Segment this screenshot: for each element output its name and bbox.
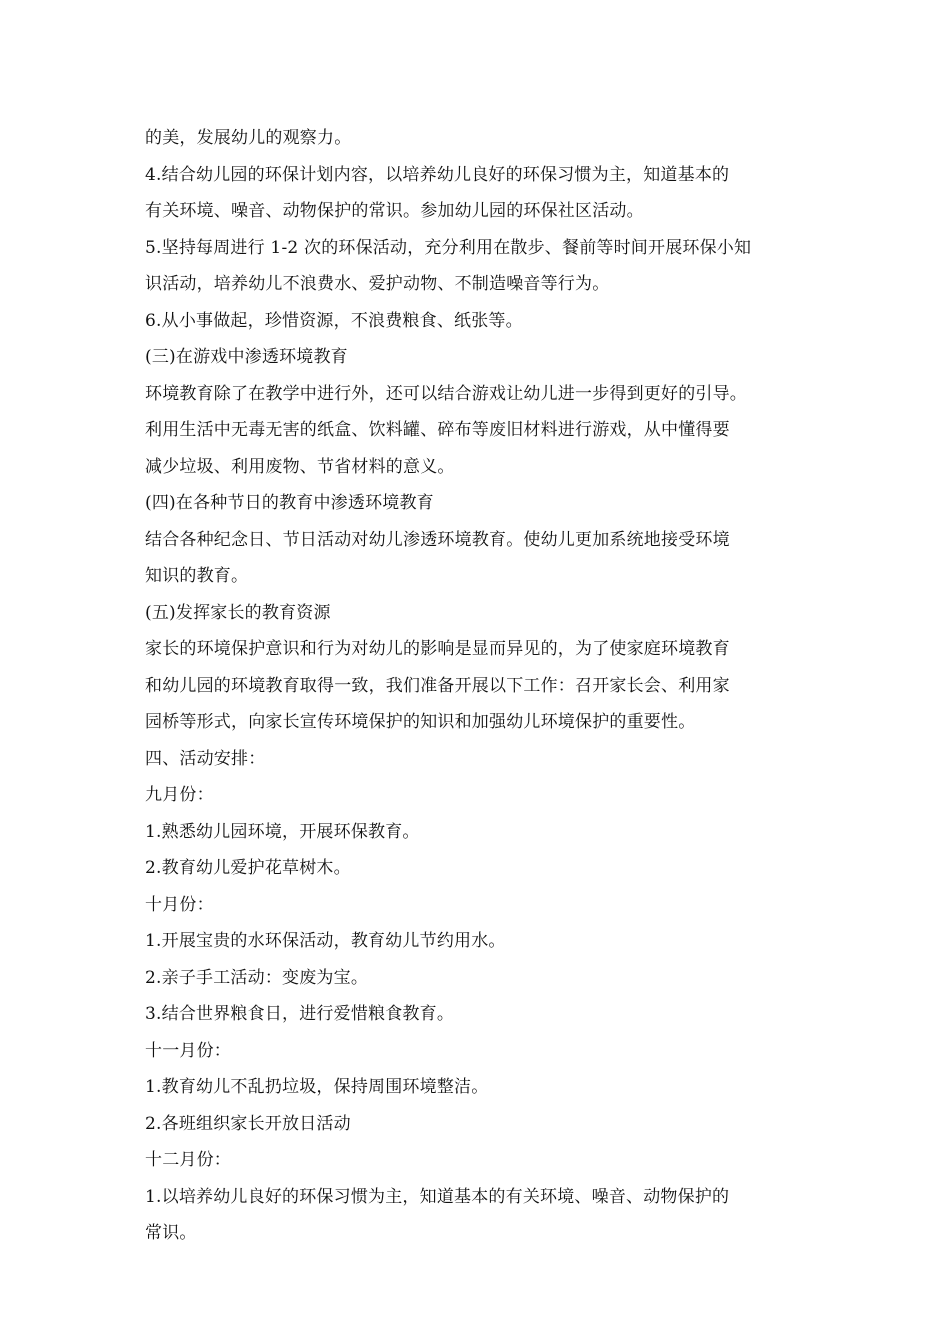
list-item: 1.熟悉幼儿园环境，开展环保教育。 xyxy=(145,821,420,842)
text-line: 知识的教育。 xyxy=(145,566,249,586)
text-line: 利用生活中无毒无害的纸盒、饮料罐、碎布等废旧材料进行游戏，从中懂得要 xyxy=(145,420,730,440)
text-line: 识活动，培养幼儿不浪费水、爱护动物、不制造噪音等行为。 xyxy=(145,274,610,294)
list-item: 1.开展宝贵的水环保活动，教育幼儿节约用水。 xyxy=(145,931,506,951)
month-heading: 十二月份： xyxy=(145,1150,231,1170)
text-line: 6.从小事做起，珍惜资源，不浪费粮食、纸张等。 xyxy=(145,310,523,331)
text-line: 和幼儿园的环境教育取得一致，我们准备开展以下工作：召开家长会、利用家 xyxy=(145,675,730,696)
month-heading: 十一月份： xyxy=(145,1040,231,1061)
text-line: 的美，发展幼儿的观察力。 xyxy=(145,128,352,148)
text-line: 园桥等形式，向家长宣传环境保护的知识和加强幼儿环境保护的重要性。 xyxy=(145,712,696,732)
list-item: 3.结合世界粮食日，进行爱惜粮食教育。 xyxy=(145,1004,455,1024)
section-heading: (三)在游戏中渗透环境教育 xyxy=(145,347,348,367)
list-item: 2.教育幼儿爱护花草树木。 xyxy=(145,858,351,878)
list-item: 2.亲子手工活动：变废为宝。 xyxy=(145,967,369,988)
text-line: 环境教育除了在教学中进行外，还可以结合游戏让幼儿进一步得到更好的引导。 xyxy=(145,383,747,404)
text-line: 5.坚持每周进行 1-2 次的环保活动，充分利用在散步、餐前等时间开展环保小知 xyxy=(145,237,752,258)
month-heading: 九月份： xyxy=(145,785,214,805)
section-heading: (五)发挥家长的教育资源 xyxy=(145,602,331,623)
text-line: 4.结合幼儿园的环保计划内容，以培养幼儿良好的环保习惯为主，知道基本的 xyxy=(145,164,730,185)
list-item: 2.各班组织家长开放日活动 xyxy=(145,1113,351,1134)
list-item: 1.以培养幼儿良好的环保习惯为主，知道基本的有关环境、噪音、动物保护的 xyxy=(145,1186,730,1207)
text-line: 常识。 xyxy=(145,1223,197,1243)
text-line: 家长的环境保护意识和行为对幼儿的影响是显而异见的，为了使家庭环境教育 xyxy=(145,639,730,659)
text-line: 减少垃圾、利用废物、节省材料的意义。 xyxy=(145,456,455,477)
document-body xyxy=(145,120,817,1252)
list-item: 1.教育幼儿不乱扔垃圾，保持周围环境整洁。 xyxy=(145,1077,489,1097)
text-line: 结合各种纪念日、节日活动对幼儿渗透环境教育。使幼儿更加系统地接受环境 xyxy=(145,529,730,550)
section-heading: (四)在各种节日的教育中渗透环境教育 xyxy=(145,493,434,513)
text-line: 有关环境、噪音、动物保护的常识。参加幼儿园的环保社区活动。 xyxy=(145,201,644,221)
section-heading: 四、活动安排： xyxy=(145,748,266,769)
month-heading: 十月份： xyxy=(145,894,214,915)
